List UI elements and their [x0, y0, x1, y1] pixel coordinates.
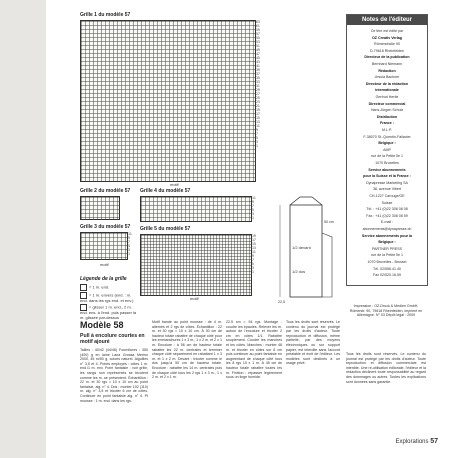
editor-notes-line: Directeur de la publication [364, 55, 410, 60]
grid4-title: Grille 4 du modèle 57 [140, 188, 191, 194]
legend-item-1 [80, 284, 109, 291]
editor-notes-line: Directeur de la rédaction [365, 81, 409, 86]
editor-notes-line: Belgique : [378, 141, 396, 146]
schematic-neckline [290, 197, 322, 205]
grid5-motif-label: motif [190, 296, 199, 301]
grid1-title: Grille 1 du modèle 57 [80, 12, 131, 18]
editor-notes-line: Römerstraße 90 [374, 42, 400, 47]
editor-notes-line: AMP [383, 147, 391, 152]
editor-notes-line: Bernhard Niemann [371, 62, 403, 66]
editor-notes-line: Suisse [381, 200, 393, 205]
grid2-title: Grille 2 du modèle 57 [80, 188, 131, 194]
legend-title: Légende de la grille [80, 276, 127, 282]
instructions-col-2: Motif bande au point mousse : de 4 m. alternés et 2 rgs de côtes. Échantillon : 22 m. et 30 rgs = 10 x 10 cm. À 30 cm de hauteur totale rabattre de chaque côté pour les emmanchures 1 x 3 m., 1 x 2 m. et 2 x 1 m. Encolure : à 56 cm de hauteur totale rabattre les 22 m. centrales et terminer chaque côté séparément en rabattant 1 x 3 m. et 1 x 2 m. Devant : tricoter comme le dos jusqu'à 50 cm de hauteur totale. Encolure : rabattre les 14 m. centrales puis de chaque côté tous les 2 rgs 1 x 3 m., 1 x 2 m. et 2 x 1 m. [152, 320, 222, 380]
schematic-sleeve [322, 233, 332, 297]
grid5-row-numbers: 19 17 15 13 11 9 7 5 3 1 [252, 234, 256, 274]
editor-notes-line: rue de la Petite Île 1 [371, 154, 403, 159]
editor-notes-line: OZ Creativ Verlag [372, 35, 402, 40]
editor-notes-line: Tél. : +41 (0)22 308 08 08 [366, 207, 408, 212]
editor-notes-line: internationale [375, 88, 399, 93]
copyright-notice: Tous les droits sont réservés. Le contenu du journal est protégé par les droits d'auteur. Toute reproduction et diffusion commerciale est interdite. Une ré-utilisation éditoriale, l'éditeur et la rédaction déclinent toute responsabilité au regard des dommages ou autres. Toutes les explications sont données sans garantie. [346, 352, 426, 384]
grid4-row-numbers: 11 9 7 5 3 1 [252, 196, 256, 220]
legend-swatch-knit [80, 284, 87, 291]
editor-notes-line: Tél. 02/556.41.40 [373, 266, 401, 271]
editor-notes-line: Fax 02/520.16.59 [373, 273, 401, 278]
printing-info: Impression : OZ-Druck & Medien GmbH, Römerstr. 90, 79618 Rheinfelden, imprimé en Allemagne. N° 03 Dépôt légal : 2009 [349, 304, 423, 318]
editor-notes-line: Hans-Jürgen Schulz [370, 108, 404, 113]
knitting-chart-2 [80, 196, 120, 220]
legend-item-3 [80, 304, 140, 320]
editor-notes-line: abonnements@dynapresse.ch [362, 227, 412, 231]
grid5-title: Grille 5 du modèle 57 [140, 226, 191, 232]
footer-section: Explorations [395, 439, 429, 445]
legend-text-2: = 1 m. envers (end. : m. end. dans les rgs end. et env.) [80, 292, 134, 303]
instructions-col-1: Tailles : 40/42 (44/46) Fournitures : 350 (400) g en laine Lana Grossa Merino 2000, 45 m/50 g, coloris naturel. Aiguilles n° 3,5 et 4. Points employés : côtes 1 m. end./1 m. env. Point fantaisie : voir grille, les rangs non représentés se tricotent comme les m. se présentent. Échantillon : 22 m. et 30 rgs = 10 x 10 cm au point fantaisie, aig. n° 4. Dos : monter 102 (110) m. aig. n° 3,5 et tricoter 6 cm de côtes. Continuer en point fantaisie aig. n° 4. Pt mousse : 1 m. end. dans les rgs. [80, 348, 148, 403]
editor-notes-line: Dynapresse Marketing SA [366, 180, 408, 185]
knitting-chart-5 [140, 234, 252, 296]
grid1-row-numbers: 63 61 59 57 55 53 51 49 47 45 43 41 39 37 35 33 31 29 27 25 23 21 19 17 15 13 11 9 7 5 3 1 [256, 20, 260, 148]
legend-text-1: = 1 m. end. [89, 284, 110, 290]
page-number: 57 [430, 438, 438, 445]
editor-notes-line: CH-1227 Carouge/GE [369, 194, 405, 198]
legend-item-2 [80, 292, 140, 304]
editor-notes-line: Ce titre est édité par [370, 29, 404, 33]
editor-notes-line: Directeur commercial [368, 101, 406, 106]
grid1-motif-label: motif [170, 182, 179, 187]
schematic-label-front: 1/2 devant [292, 245, 311, 250]
knitting-chart-4 [140, 196, 252, 222]
editor-notes-line: pour la Suisse et la France : [363, 174, 411, 179]
grid3-row-numbers: 11 9 7 5 3 1 [128, 232, 132, 256]
model-subtitle: Pull à encolure courtes en motif ajouré [80, 333, 145, 345]
schematic-height: 50 cm [324, 220, 334, 224]
editor-notes-line: Fax : +41 (0)22 308 08 59 [366, 213, 408, 218]
editor-notes-line: Service abonnements [368, 167, 406, 172]
schematic-width: 22,5 [278, 300, 285, 304]
instructions-col-4: Tous les droits sont réservés. Le contenu du journal est protégé par les droits d'auteur. Toute reproduction et diffusion, même partielle, par des moyens électroniques ou sur support papier, est interdite sans l'accord préalable et écrit de l'éditeur. Les modèles sont destinés à un usage privé. [286, 320, 340, 366]
model-title: Modèle 58 [80, 320, 124, 330]
legend-text-3: = glisser 1 m. end., 2 m. end. ens. à l'end. puis passer la m. glissée par-dessus [80, 304, 137, 320]
editor-notes-line: E-mail : [380, 220, 394, 225]
editor-notes-line: Belgique : [378, 240, 396, 245]
grid3-motif-label: motif [100, 262, 109, 267]
grid3-title: Grille 3 du modèle 57 [80, 224, 131, 230]
editor-notes-line: 1070 Bruxelles [375, 161, 399, 165]
editor-notes-line: Ursula Bachner [374, 75, 400, 80]
garment-schematic [276, 193, 340, 305]
knitting-chart-1 [80, 20, 256, 182]
editor-notes-line: Service abonnements pour la [361, 233, 413, 238]
schematic-body [290, 205, 322, 297]
editor-notes-line: D-79618 Rheinfelden [370, 48, 404, 53]
editor-notes-line: rue de la Petite Île 1 [371, 253, 403, 258]
instructions-col-3: 22,5 cm = 54 rgs. Montage : coudre les épaules. Relever les m. autour de l'encolure et tricoter 2 cm en côtes 1/1. Rabattre souplement. Coudre les manches et les côtés. Manches : monter 48 m. et tricoter en côtes sur 6 cm puis continuer au point fantaisie en augmentant de chaque côté tous les 8 rgs 10 x 1 m. À 45 cm de hauteur totale rabattre toutes les m. Finition : repasser légèrement sous un linge humide. [226, 320, 282, 380]
knitting-chart-3 [80, 232, 128, 260]
editor-notes-line: F-38070 St.-Quentin-Fallavier [363, 134, 411, 139]
editor-notes-line: France : [380, 121, 394, 126]
editor-notes-line: Distribution [376, 114, 398, 119]
schematic-label-back: 1/2 dos [292, 269, 306, 274]
page-footer [396, 438, 439, 445]
editor-notes-line: 1070 Bruxelles - Brussel [367, 260, 407, 264]
editor-notes-line: M.L.P. [382, 128, 392, 132]
editor-notes-title: Notes de l'éditeur [347, 15, 427, 25]
editor-notes-line: Gertrud Hertle [375, 95, 399, 99]
editor-notes-box [346, 14, 428, 286]
editor-notes-line: 38, avenue Vibert [372, 187, 402, 192]
editor-notes-line: Rédaction [378, 68, 396, 73]
page-gutter [0, 0, 46, 458]
editor-notes-line: PARTNER PRESS [371, 246, 403, 251]
